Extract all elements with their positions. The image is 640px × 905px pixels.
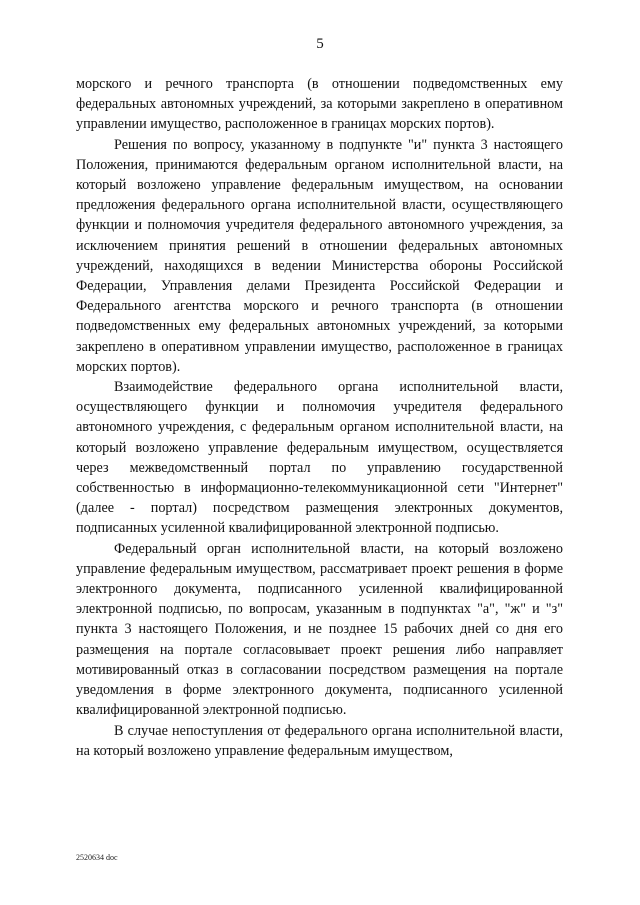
paragraph-decisions: Решения по вопросу, указанному в подпункте "и" пункта 3 настоящего Положения, принимаются федеральным органом исполнительной власти, на который возложено управление федеральным имуществом, на основании предложения федерального органа исполнительной власти, осуществляющего функции и полномочия учредителя федерального автономного учреждения, за исключением принятия решений в отношении федеральных автономных учреждений, находящихся в ведении Министерства обороны Российской Федерации, Управления делами Президента Российской Федерации и Федерального агентства морского и речного транспорта (в отношении подведомственных ему федеральных автономных учреждений, за которыми закреплено в оперативном управлении имущество, расположенное в границах морских портов). (76, 136, 563, 375)
paragraph-non-receipt: В случае непоступления от федерального органа исполнительной власти, на который возложено управление федеральным имуществом, (76, 722, 563, 759)
paragraph-interaction: Взаимодействие федерального органа исполнительной власти, осуществляющего функции и полномочия учредителя федерального автономного учреждения, с федеральным органом исполнительной власти, на который возложено управление федеральным имуществом, осуществляется через межведомственный портал по управлению государственной собственностью в информационно-телекоммуникационной сети "Интернет" (далее - портал) посредством размещения электронных документов, подписанных усиленной квалифицированной электронной подписью. (76, 379, 563, 537)
page-number: 5 (316, 36, 324, 52)
document-body (76, 74, 563, 761)
footer-document-code: 2520634 doc (76, 853, 118, 862)
paragraph-continuation: морского и речного транспорта (в отношении подведомственных ему федеральных автономных учреждений, за которыми закреплено в оперативном управлении имущество, расположенное в границах морских портов). (76, 76, 563, 133)
paragraph-review: Федеральный орган исполнительной власти, на который возложено управление федеральным имуществом, рассматривает проект решения в форме электронного документа, подписанного усиленной квалифицированной электронной подписью, по вопросам, указанным в подпунктах "а", "ж" и "з" пункта 3 настоящего Положения, и не позднее 15 рабочих дней со дня его размещения на портале согласовывает проект решения либо направляет мотивированный отказ в согласовании посредством размещения на портале уведомления в форме электронного документа, подписанного усиленной квалифицированной электронной подписью. (76, 540, 563, 719)
